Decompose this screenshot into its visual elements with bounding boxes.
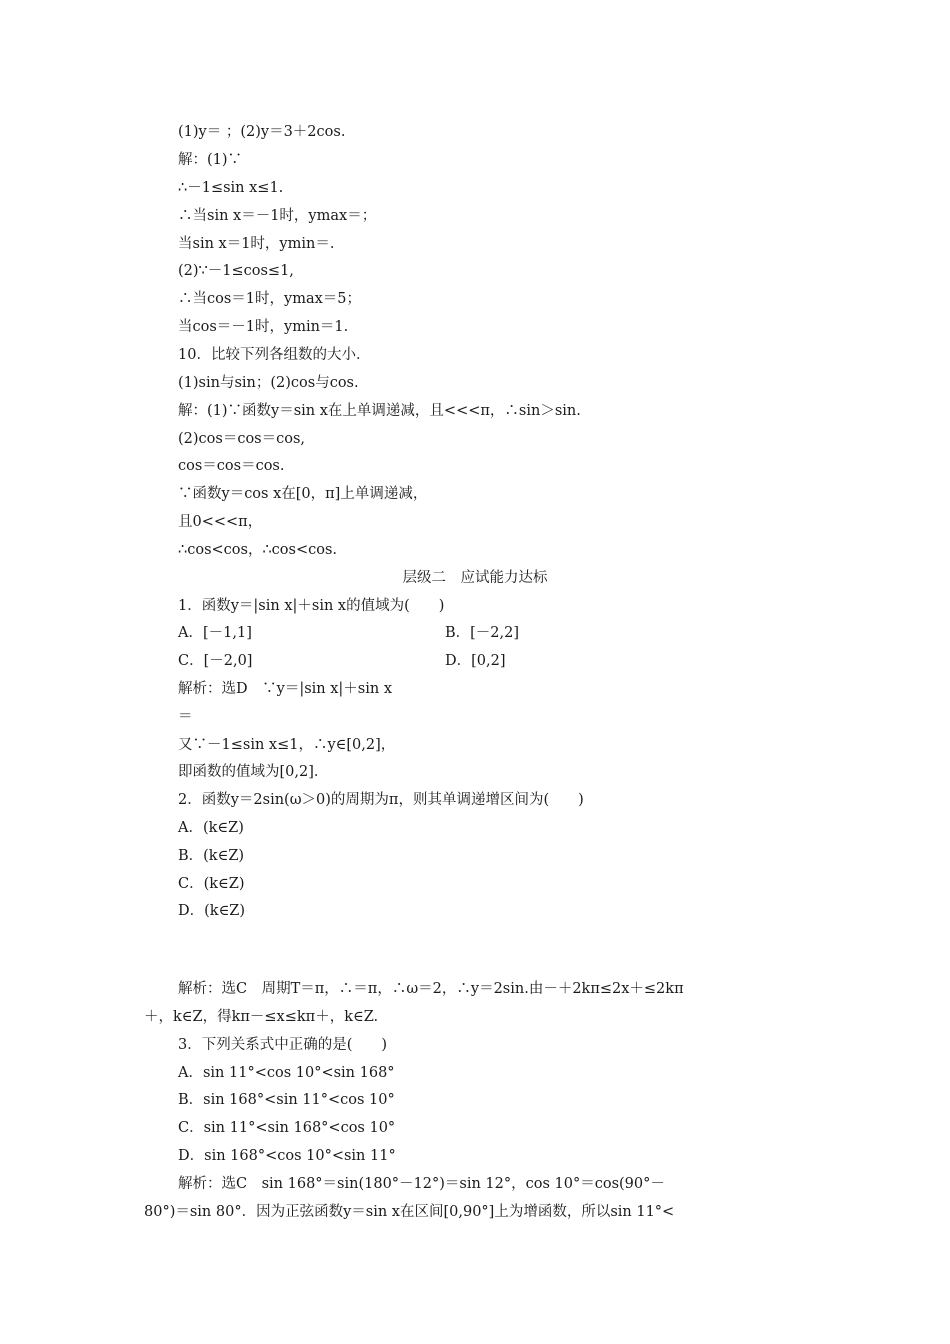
option-b: B．(k∈Z): [178, 848, 245, 864]
option-a: A．[－1,1]: [178, 625, 252, 641]
text-line: 解：(1)∵函数y＝sin x在上单调递减，且<<<π，∴sin＞sin.: [178, 403, 581, 419]
section-heading: 层级二 应试能力达标: [402, 570, 548, 586]
question-heading: 1．函数y＝|sin x|＋sin x的值域为( ): [178, 598, 445, 614]
text-line: ＋，k∈Z，得kπ－≤x≤kπ＋，k∈Z.: [144, 1009, 379, 1025]
text-line: ＝: [178, 709, 193, 725]
text-line: (1)y＝ ；(2)y＝3＋2cos.: [178, 124, 346, 140]
option-c: C．(k∈Z): [178, 876, 245, 892]
text-line: (1)sin与sin；(2)cos与cos.: [178, 375, 359, 391]
text-line: 解析：选C 周期T＝π，∴＝π，∴ω＝2，∴y＝2sin.由－＋2kπ≤2x＋≤2kπ: [178, 981, 684, 997]
option-d: D．sin 168°<cos 10°<sin 11°: [178, 1148, 396, 1164]
text-line: ∴当cos＝1时，ymax＝5；: [178, 291, 362, 307]
text-line: ∴当sin x＝－1时，ymax＝；: [178, 208, 377, 224]
option-d: D．[0,2]: [445, 653, 506, 669]
option-a: A．sin 11°<cos 10°<sin 168°: [178, 1065, 395, 1081]
text-line: 且0<<<π，: [178, 514, 263, 530]
text-line: 解：(1)∵: [178, 152, 243, 168]
text-line: (2)cos＝cos＝cos,: [178, 431, 306, 447]
question-heading: 10．比较下列各组数的大小．: [178, 347, 371, 363]
text-line: ∴－1≤sin x≤1.: [178, 180, 284, 196]
option-b: B．sin 168°<sin 11°<cos 10°: [178, 1092, 395, 1108]
question-heading: 3．下列关系式中正确的是( ): [178, 1037, 388, 1053]
text-line: ∵函数y＝cos x在[0，π]上单调递减，: [178, 486, 428, 502]
option-b: B．[－2,2]: [445, 625, 520, 641]
text-line: 80°)＝sin 80°．因为正弦函数y＝sin x在区间[0,90°]上为增函数，所以sin 11°<: [144, 1204, 675, 1220]
text-line: cos＝cos＝cos.: [178, 458, 285, 474]
text-line: 即函数的值域为[0,2]．: [178, 764, 329, 780]
text-line: (2)∵－1≤cos≤1,: [178, 263, 294, 279]
option-c: C．sin 11°<sin 168°<cos 10°: [178, 1120, 396, 1136]
text-line: 当sin x＝1时，ymin＝.: [178, 236, 335, 252]
text-line: 解析：选D ∵y＝|sin x|＋sin x: [178, 681, 392, 697]
text-line: 又∵－1≤sin x≤1，∴y∈[0,2]，: [178, 737, 396, 753]
text-line: 解析：选C sin 168°＝sin(180°－12°)＝sin 12°，cos 10°＝cos(90°－: [178, 1176, 665, 1192]
text-line: 当cos＝－1时，ymin＝1.: [178, 319, 349, 335]
text-line: ∴cos<cos，∴cos<cos.: [178, 542, 338, 558]
question-heading: 2．函数y＝2sin(ω＞0)的周期为π，则其单调递增区间为( ): [178, 792, 584, 808]
option-c: C．[－2,0]: [178, 653, 253, 669]
option-d: D．(k∈Z): [178, 903, 246, 919]
option-a: A．(k∈Z): [178, 820, 244, 836]
